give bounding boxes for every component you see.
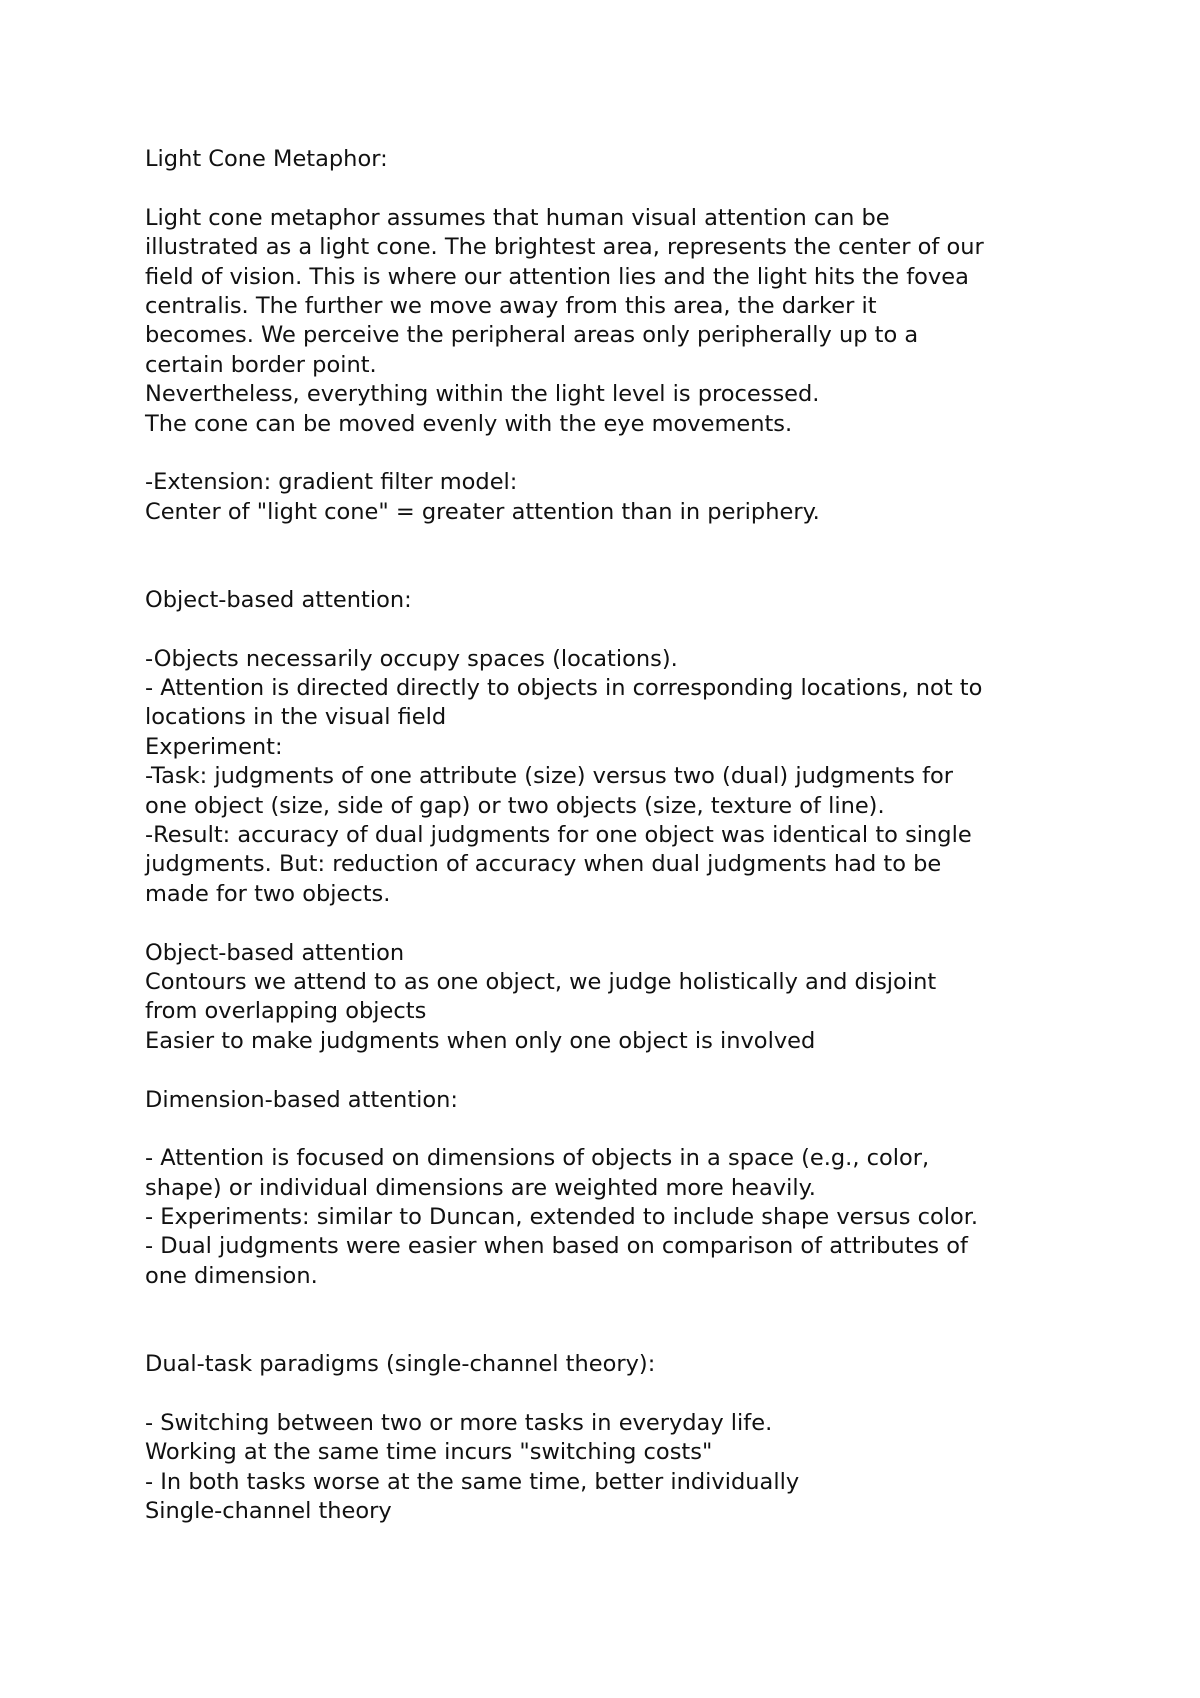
text-line: - Dual judgments were easier when based on comparison of attributes of bbox=[145, 1233, 968, 1260]
text-line: -Result: accuracy of dual judgments for one object was identical to single bbox=[145, 821, 972, 848]
text-line: The cone can be moved evenly with the eye movements. bbox=[145, 410, 793, 437]
text-line: Nevertheless, everything within the light level is processed. bbox=[145, 381, 820, 408]
text-line: shape) or individual dimensions are weighted more heavily. bbox=[145, 1174, 816, 1201]
text-line: locations in the visual field bbox=[145, 704, 447, 731]
text-line: - Attention is directed directly to objects in corresponding locations, not to bbox=[145, 675, 983, 702]
text-line: Working at the same time incurs "switching costs" bbox=[145, 1439, 713, 1466]
text-line: certain border point. bbox=[145, 351, 377, 378]
text-line: made for two objects. bbox=[145, 880, 391, 907]
text-line: Center of "light cone" = greater attention than in periphery. bbox=[145, 498, 820, 525]
text-line: illustrated as a light cone. The brightest area, represents the center of our bbox=[145, 234, 984, 261]
text-line: Dual-task paradigms (single-channel theory): bbox=[145, 1351, 656, 1378]
text-line: from overlapping objects bbox=[145, 998, 427, 1025]
text-line: Light cone metaphor assumes that human visual attention can be bbox=[145, 204, 890, 231]
text-line: Easier to make judgments when only one object is involved bbox=[145, 1027, 816, 1054]
text-line: one object (size, side of gap) or two objects (size, texture of line). bbox=[145, 792, 885, 819]
text-line: Light Cone Metaphor: bbox=[145, 146, 388, 172]
blank-line bbox=[145, 556, 1155, 585]
text-line: - In both tasks worse at the same time, better individually bbox=[145, 1468, 800, 1495]
blank-line bbox=[145, 615, 1155, 644]
text-line: field of vision. This is where our attention lies and the light hits the fovea bbox=[145, 263, 969, 290]
text-line: Single-channel theory bbox=[145, 1497, 392, 1524]
text-line: centralis. The further we move away from this area, the darker it bbox=[145, 292, 877, 319]
text-line: Object-based attention: bbox=[145, 586, 412, 613]
text-line: one dimension. bbox=[145, 1262, 318, 1289]
blank-line bbox=[145, 909, 1155, 938]
text-line: - Attention is focused on dimensions of objects in a space (e.g., color, bbox=[145, 1145, 930, 1172]
text-line: Dimension-based attention: bbox=[145, 1086, 459, 1113]
blank-line bbox=[145, 1379, 1155, 1408]
text-line: becomes. We perceive the peripheral areas only peripherally up to a bbox=[145, 322, 919, 349]
text-line: Contours we attend to as one object, we judge holistically and disjoint bbox=[145, 968, 937, 995]
blank-line bbox=[145, 1115, 1155, 1144]
blank-line bbox=[145, 1291, 1155, 1320]
text-line: judgments. But: reduction of accuracy when dual judgments had to be bbox=[145, 851, 942, 878]
blank-line bbox=[145, 1056, 1155, 1085]
text-line: - Switching between two or more tasks in everyday life. bbox=[145, 1409, 773, 1436]
blank-line bbox=[145, 527, 1155, 556]
blank-line bbox=[145, 174, 1155, 203]
text-line: - Experiments: similar to Duncan, extended to include shape versus color. bbox=[145, 1204, 979, 1231]
blank-line bbox=[145, 439, 1155, 468]
text-line: Experiment: bbox=[145, 733, 283, 760]
blank-line bbox=[145, 1321, 1155, 1350]
text-line: -Task: judgments of one attribute (size) versus two (dual) judgments for bbox=[145, 763, 954, 790]
text-line: -Extension: gradient filter model: bbox=[145, 469, 518, 496]
document-page bbox=[145, 145, 1155, 1526]
text-line: Object-based attention bbox=[145, 939, 405, 966]
text-line: -Objects necessarily occupy spaces (locations). bbox=[145, 645, 678, 672]
